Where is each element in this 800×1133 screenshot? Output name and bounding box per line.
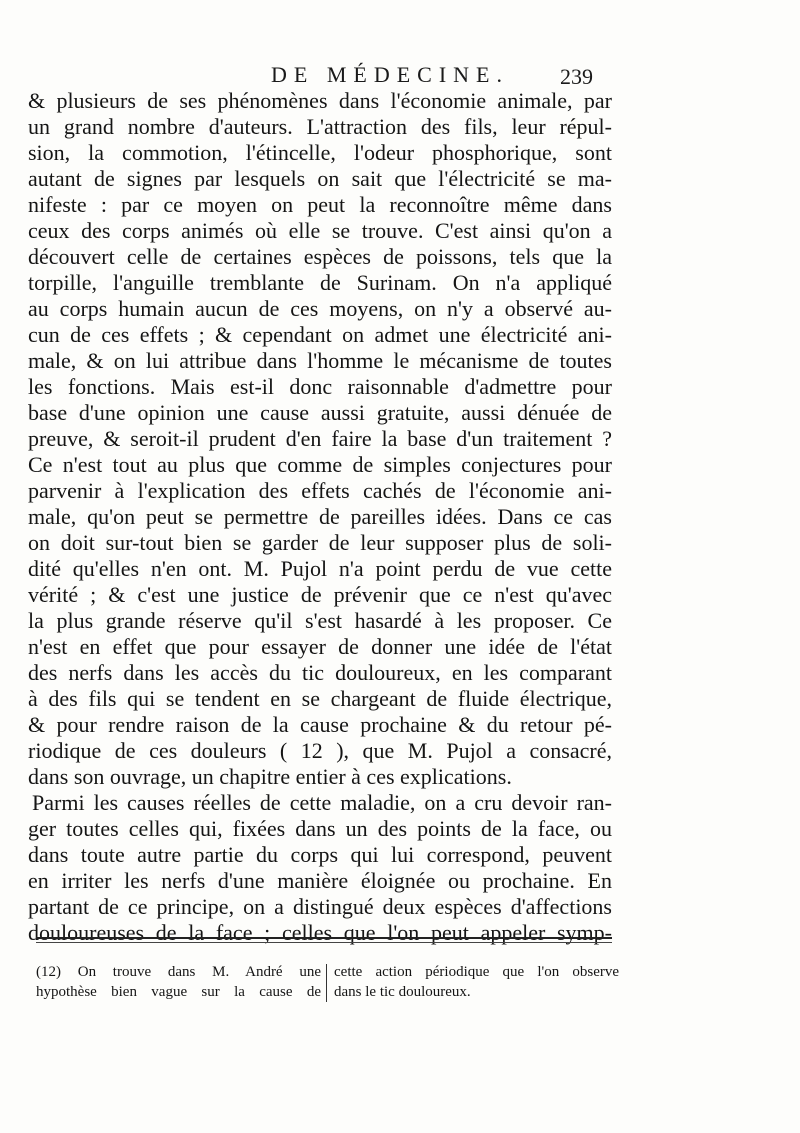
text-line: ger toutes celles qui, fixées dans un des points de la face, ou (28, 816, 612, 841)
footnote-line: dans le tic douloureux. (334, 984, 471, 1000)
text-line: dans toute autre partie du corps qui lui correspond, peuvent (28, 842, 612, 867)
text-line: la plus grande réserve qu'il s'est hasardé à les proposer. Ce (28, 608, 612, 633)
footnote-line: (12) On trouve dans M. André une (36, 964, 321, 980)
text-line: Ce n'est tout au plus que comme de simples conjectures pour (28, 452, 612, 477)
text-line: base d'une opinion une cause aussi gratuite, aussi dénuée de (28, 400, 612, 425)
text-line: dité qu'elles n'en ont. M. Pujol n'a point perdu de vue cette (28, 556, 612, 581)
text-line: au corps humain aucun de ces moyens, on n'y a observé au- (28, 296, 612, 321)
text-line: vérité ; & c'est une justice de prévenir que ce n'est qu'avec (28, 582, 612, 607)
text-line: ceux des corps animés où elle se trouve. C'est ainsi qu'on a (28, 218, 612, 243)
text-line: preuve, & seroit-il prudent d'en faire la base d'un traitement ? (28, 426, 612, 451)
text-line: on doit sur-tout bien se garder de leur supposer plus de soli- (28, 530, 612, 555)
text-line: riodique de ces douleurs ( 12 ), que M. Pujol a consacré, (28, 738, 612, 763)
text-line: dans son ouvrage, un chapitre entier à ces explications. (28, 764, 512, 789)
text-line: sion, la commotion, l'étincelle, l'odeur phosphorique, sont (28, 140, 612, 165)
text-line: n'est en effet que pour essayer de donner une idée de l'état (28, 634, 612, 659)
text-line: male, qu'on peut se permettre de pareilles idées. Dans ce cas (28, 504, 612, 529)
text-line: douloureuses de la face ; celles que l'on peut appeler symp- (28, 920, 612, 945)
text-line: & plusieurs de ses phénomènes dans l'économie animale, par (28, 88, 612, 113)
text-line: à des fils qui se tendent en se chargeant de fluide électrique, (28, 686, 612, 711)
text-line: cun de ces effets ; & cependant on admet une électricité ani- (28, 322, 612, 347)
paragraph-start-line: Parmi les causes réelles de cette maladie, on a cru devoir ran- (32, 790, 612, 815)
text-line: torpille, l'anguille tremblante de Surinam. On n'a appliqué (28, 270, 612, 295)
text-line: & pour rendre raison de la cause prochaine & du retour pé- (28, 712, 612, 737)
text-line: en irriter les nerfs d'une manière éloignée ou prochaine. En (28, 868, 612, 893)
text-line: male, & on lui attribue dans l'homme le mécanisme de toutes (28, 348, 612, 373)
footnote-right-column (334, 962, 619, 1002)
text-line: découvert celle de certaines espèces de poissons, tels que la (28, 244, 612, 269)
text-line: nifeste : par ce moyen on peut la reconnoître même dans (28, 192, 612, 217)
footnote-rule (36, 937, 612, 939)
footnote-line: hypothèse bien vague sur la cause de (36, 984, 321, 1000)
body-text (28, 88, 612, 946)
text-line: les fonctions. Mais est-il donc raisonnable d'admettre pour (28, 374, 612, 399)
footnote-line: cette action périodique que l'on observe (334, 964, 619, 980)
footnote-column-divider (326, 964, 327, 1002)
text-line: un grand nombre d'auteurs. L'attraction des fils, leur répul- (28, 114, 612, 139)
text-line: parvenir à l'explication des effets cachés de l'économie ani- (28, 478, 612, 503)
text-line: autant de signes par lesquels on sait que l'électricité se ma- (28, 166, 612, 191)
page-number: 239 (560, 64, 593, 89)
text-line: partant de ce principe, on a distingué deux espèces d'affections (28, 894, 612, 919)
text-line: des nerfs dans les accès du tic douloureux, en les comparant (28, 660, 612, 685)
running-head: DE MÉDECINE. (271, 62, 509, 87)
footnote-left-column (36, 962, 321, 1002)
